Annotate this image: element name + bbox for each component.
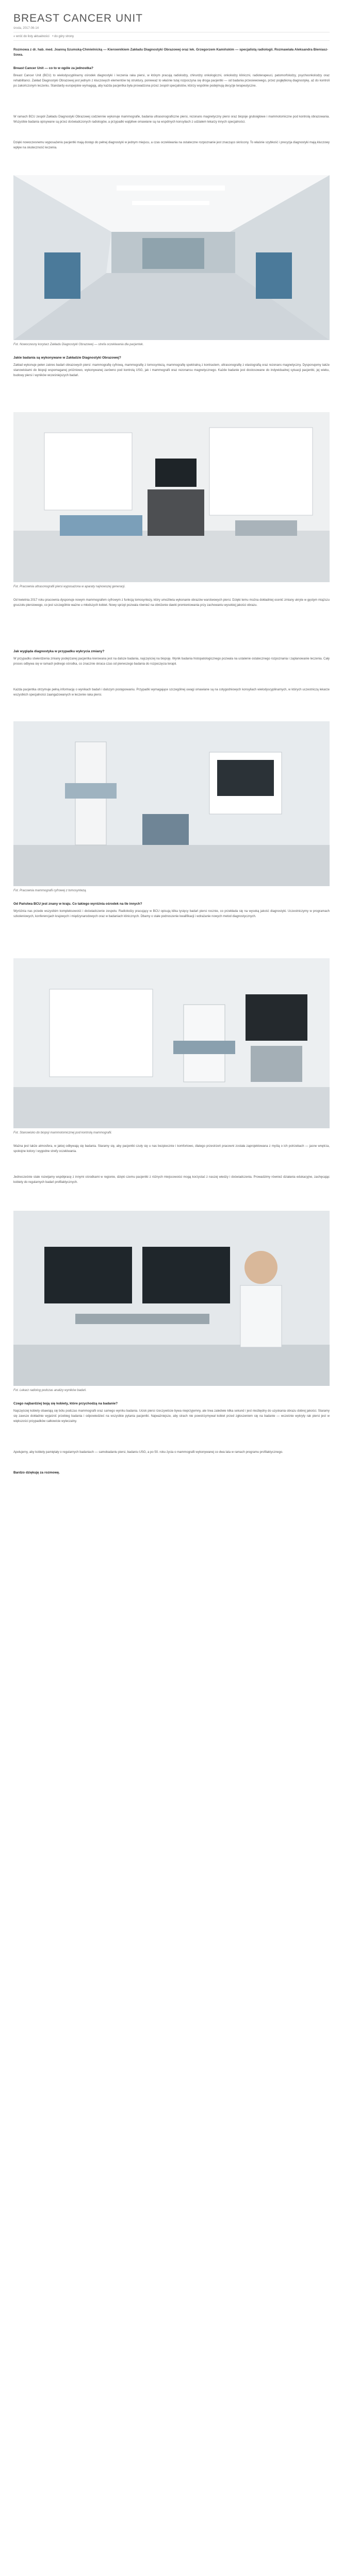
doctor-image [13, 1211, 330, 1386]
photo-caption: Fot. Pracownia mammografii cyfrowej z tomosyntezą. [13, 889, 87, 892]
photo-biopsy [13, 958, 330, 1128]
paragraph: W przypadku stwierdzenia zmiany podejrzanej pacjentka kierowana jest na dalsze badania, najczęściej na biopsję. Wynik badania histopatologicznego pozwala na ustalenie ostatecznego rozpoznania i zaplanowanie leczenia. Cały proces odbywa się w ramach jednego ośrodka, co znacznie skraca czas od pierwszego badania do rozpoczęcia terapii. [13, 657, 330, 666]
article-lead: Rozmowa z dr. hab. med. Joanną Szumską-Chmielnicką — Kierownikiem Zakładu Diagnostyki Obrazowej oraz lek. Grzegorzem Kamińskim — specjalistą radiologii. Rozmawiała Aleksandra Bieniasz-Sowa. [13, 48, 329, 57]
breadcrumb [13, 35, 76, 38]
paragraph: Każda pacjentka otrzymuje pełną informację o wynikach badań i dalszym postępowaniu. Przypadki wymagające szczególnej uwagi omawiane są na cotygodniowych konsyliach wielodyscyplinarnych, w których uczestniczą lekarze wszystkich specjalności zaangażowanych w leczenie raka piersi. [13, 688, 330, 697]
biopsy-image [13, 958, 330, 1128]
corridor-image [13, 175, 330, 340]
paragraph: Najczęściej kobiety obawiają się bólu podczas mammografii oraz samego wyniku badania. Ucisk piersi rzeczywiście bywa nieprzyjemny, ale trwa zaledwie kilka sekund i jest niezbędny do uzyskania obrazu dobrej jakości. Staramy się zawsze dokładnie wyjaśnić przebieg badania i odpowiedzieć na wszystkie pytania pacjentki. Najważniejsze, aby strach nie powstrzymywał kobiet przed zgłoszeniem się na badanie — wcześnie wykryty rak piersi jest w większości przypadków całkowicie wyleczalny. [13, 1410, 330, 1423]
closing-note: Bardzo dziękuję za rozmowę. [13, 1471, 60, 1475]
photo-corridor [13, 175, 330, 340]
question-heading: Jakie badania są wykonywane w Zakładzie Diagnostyki Obrazowej? [13, 356, 121, 360]
paragraph: Od kwietnia 2017 roku pracownia dysponuje nowym mammografem cyfrowym z funkcją tomosyntezy, który umożliwia wykonanie obrazów warstwowych piersi. Dzięki temu można dokładniej ocenić zmiany ukryte w gęstym miąższu gruczołu piersiowego, co jest szczególnie ważne u młodszych kobiet. Nowy sprzęt pozwala również na obniżenie dawki promieniowania przy zachowaniu wysokiej jakości obrazu. [13, 599, 330, 607]
photo-doctor [13, 1211, 330, 1386]
paragraph: Jednocześnie stale rozwijamy współpracę z innymi ośrodkami w regionie, dzięki czemu pacjentki z różnych miejscowości mogą korzystać z naszej wiedzy i doświadczenia. Prowadzimy również działania edukacyjne, zachęcając kobiety do regularnych badań profilaktycznych. [13, 1176, 330, 1184]
photo-ultrasound-room [13, 412, 330, 582]
photo-caption: Fot. Pracownia ultrasonografii piersi wyposażona w aparaty najnowszej generacji. [13, 585, 126, 588]
paragraph: Apelujemy, aby kobiety pamiętały o regularnych badaniach — samobadaniu piersi, badaniu USG, a po 50. roku życia o mammografii wykonywanej co dwa lata w ramach programu profilaktycznego. [13, 1451, 283, 1454]
paragraph: Dzięki nowoczesnemu wyposażeniu pacjentki mają dostęp do pełnej diagnostyki w jednym miejscu, a czas oczekiwania na ostateczne rozpoznanie jest znacząco skrócony. To właśnie szybkość i precyzja diagnostyki mają kluczowy wpływ na skuteczność leczenia. [13, 141, 330, 149]
back-to-top-link[interactable]: • do góry strony [52, 35, 74, 38]
photo-caption: Fot. Stanowisko do biopsji mammotomicznej pod kontrolą mammografii. [13, 1131, 112, 1134]
paragraph: Wyróżnia nas przede wszystkim kompleksowość i doświadczenie zespołu. Radiolodzy pracujący w BCU opisują kilka tysięcy badań piersi rocznie, co przekłada się na wysoką jakość diagnostyki. Uczestniczymy w programach szkoleniowych, konferencjach krajowych i międzynarodowych oraz w badaniach klinicznych. Dbamy o stałe podnoszenie kwalifikacji i wdrażanie nowych metod diagnostycznych. [13, 910, 330, 918]
paragraph: Breast Cancer Unit (BCU) to wielodyscyplinarny ośrodek diagnostyki i leczenia raka piersi, w którym pracują radiolodzy, chirurdzy onkologiczni, onkolodzy kliniczni, radioterapeuci, patomorfolodzy, psychoonkolodzy oraz rehabilitanci. Zakład Diagnostyki Obrazowej jest jednym z kluczowych elementów tej struktury, ponieważ to właśnie tutaj rozpoczyna się droga pacjentki — od badania przesiewowego, przez pogłębioną diagnostykę, aż do kontroli po zakończonym leczeniu. Standardy europejskie wymagają, aby każda pacjentka była prowadzona przez zespół specjalistów, którzy wspólnie podejmują decyzje terapeutyczne. [13, 74, 330, 88]
mammography-image [13, 721, 330, 886]
question-heading: Od Państwa BCU jest znany w kraju. Co takiego wyróżnia ośrodek na tle innych? [13, 902, 142, 906]
question-heading: Jak wygląda diagnostyka w przypadku wykrycia zmiany? [13, 650, 105, 653]
divider [13, 40, 330, 41]
ultrasound-room-image [13, 412, 330, 582]
site-title: BREAST CANCER UNIT [13, 12, 143, 24]
back-to-list-link[interactable]: « wróć do listy aktualności [13, 35, 50, 38]
paragraph: W ramach BCU zespół Zakładu Diagnostyki Obrazowej codziennie wykonuje mammografie, badania ultrasonograficzne piersi, rezonans magnetyczny piersi oraz biopsje gruboigłowe i mammotomiczne pod kontrolą obrazowania. Wszystkie badania opisywane są przez doświadczonych radiologów, a przypadki wątpliwe omawiane są na wspólnych konsyliach z udziałem lekarzy innych specjalności. [13, 115, 330, 124]
photo-mammography [13, 721, 330, 886]
question-heading: Czego najbardziej boją się kobiety, które przychodzą na badanie? [13, 1402, 118, 1405]
paragraph: Zakład wykonuje pełen zakres badań obrazowych piersi: mammografię cyfrową, mammografię z tomosyntezą, mammografię spektralną z kontrastem, ultrasonografię z elastografią oraz rezonans magnetyczny. Dysponujemy także stanowiskami do biopsji wspomaganej próżniowo, wykonywanej zarówno pod kontrolą USG, jak i mammografii oraz rezonansu magnetycznego. Każde badanie jest dostosowane do indywidualnej sytuacji pacjentki, jej wieku, budowy piersi i wyników wcześniejszych badań. [13, 364, 330, 377]
photo-caption: Fot. Nowoczesny korytarz Zakładu Diagnostyki Obrazowej — strefa oczekiwania dla pacjentek. [13, 343, 144, 346]
paragraph: Ważna jest także atmosfera, w jakiej odbywają się badania. Staramy się, aby pacjentki czuły się u nas bezpiecznie i komfortowo, dlatego przestrzeń pracowni została zaprojektowana z myślą o ich potrzebach — jasne wnętrza, spokojne kolory i wygodne strefy oczekiwania. [13, 1145, 330, 1153]
question-heading: Breast Cancer Unit — co to w ogóle za jednostka? [13, 66, 93, 70]
photo-caption: Fot. Lekarz radiolog podczas analizy wyników badań. [13, 1389, 87, 1392]
article-date: środa, 2017-06-14 [13, 27, 39, 30]
